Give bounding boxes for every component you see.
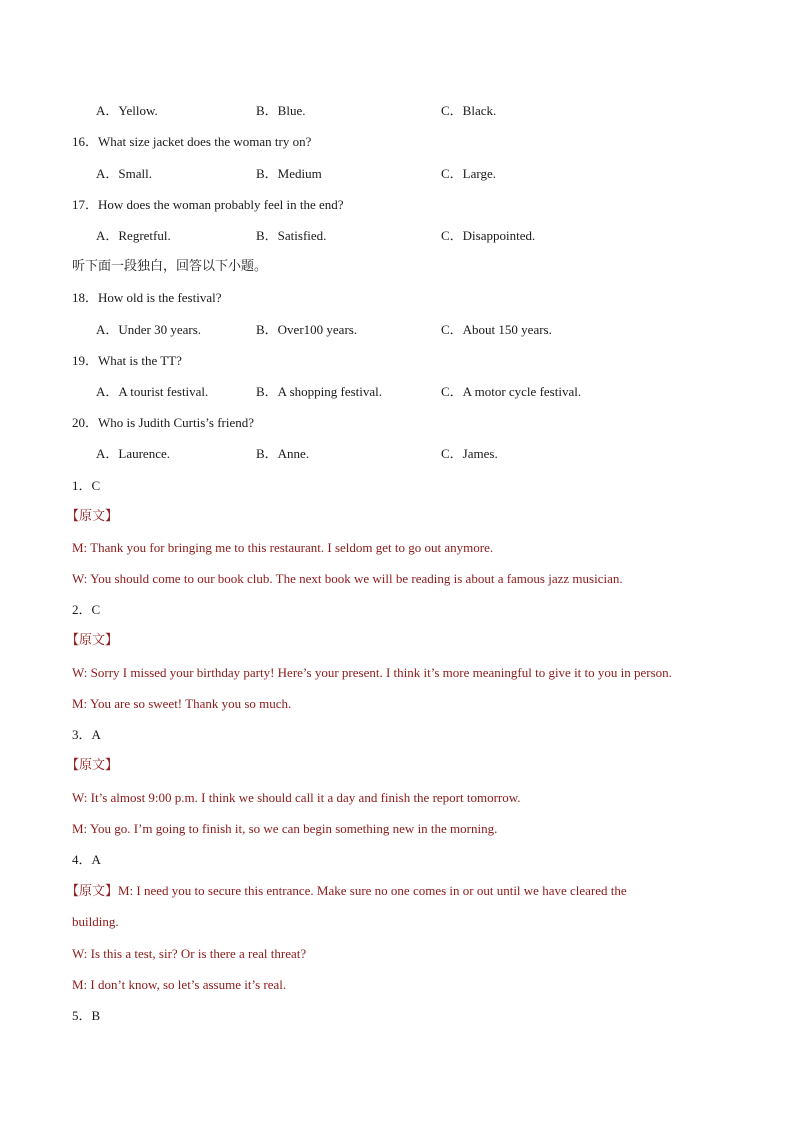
question-text: What is the TT? <box>98 353 182 368</box>
option-c: C．About 150 years. <box>441 322 552 337</box>
answer-4-label: 4．A <box>72 852 101 867</box>
question-number: 17． <box>72 197 99 212</box>
transcript-inline: M: I need you to secure this entrance. Make sure no one comes in or out until we have cleared the <box>118 883 627 898</box>
question-17 <box>72 197 344 213</box>
answer-3-label: 3．A <box>72 727 101 742</box>
question-number: 16． <box>72 134 99 149</box>
question-text: Who is Judith Curtis’s friend? <box>98 415 255 430</box>
answer-2-label: 2．C <box>72 602 101 617</box>
option-b: B．Over100 years. <box>256 322 358 337</box>
transcript-line: W: It’s almost 9:00 p.m. I think we should call it a day and finish the report tomorrow. <box>72 790 521 805</box>
option-b: B．Medium <box>256 166 322 181</box>
question-18 <box>72 290 222 306</box>
transcript-tag: 【原文】 <box>66 633 119 648</box>
option-a: A．Regretful. <box>96 228 171 243</box>
question-text: What size jacket does the woman try on? <box>98 134 312 149</box>
transcript-line: M: You are so sweet! Thank you so much. <box>72 696 292 711</box>
option-b: B．Satisfied. <box>256 228 327 243</box>
question-text: How old is the festival? <box>98 290 222 305</box>
question-number: 19． <box>72 353 99 368</box>
question-20 <box>72 415 254 431</box>
option-c: C．James. <box>441 446 498 461</box>
question-number: 20． <box>72 415 99 430</box>
option-b: B．A shopping festival. <box>256 384 383 399</box>
option-c: C．Large. <box>441 166 496 181</box>
question-17-options <box>0 228 794 244</box>
transcript-line: M: You go. I’m going to finish it, so we can begin something new in the morning. <box>72 821 498 836</box>
transcript-tag: 【原文】 <box>66 884 119 899</box>
option-c: C．Black. <box>441 103 497 118</box>
question-number: 18． <box>72 290 99 305</box>
option-a: A．A tourist festival. <box>96 384 209 399</box>
question-16 <box>72 134 311 150</box>
transcript-line: W: Is this a test, sir? Or is there a real threat? <box>72 946 307 961</box>
section-heading: 听下面一段独白，回答以下小题。 <box>72 259 268 274</box>
option-b: B．Anne. <box>256 446 310 461</box>
option-a: A．Under 30 years. <box>96 322 202 337</box>
option-a: A．Laurence. <box>96 446 170 461</box>
transcript-line: M: Thank you for bringing me to this restaurant. I seldom get to go out anymore. <box>72 540 494 555</box>
option-c: C．Disappointed. <box>441 228 536 243</box>
question-16-options <box>0 166 794 182</box>
option-a: A．Yellow. <box>96 103 158 118</box>
question-text: How does the woman probably feel in the end? <box>98 197 344 212</box>
transcript-tag: 【原文】 <box>66 509 119 524</box>
option-c: C．A motor cycle festival. <box>441 384 582 399</box>
option-a: A．Small. <box>96 166 152 181</box>
question-19 <box>72 353 182 369</box>
transcript-line: W: Sorry I missed your birthday party! Here’s your present. I think it’s more meaningful to give it to you in person. <box>72 665 672 680</box>
transcript-line: building. <box>72 914 119 929</box>
answer-1-label: 1．C <box>72 478 101 493</box>
option-b: B．Blue. <box>256 103 306 118</box>
question-15-options <box>0 103 794 119</box>
transcript-tag: 【原文】 <box>66 758 119 773</box>
transcript-line <box>66 883 627 900</box>
question-20-options <box>0 446 794 462</box>
question-18-options <box>0 322 794 338</box>
question-19-options <box>0 384 794 400</box>
transcript-line: M: I don’t know, so let’s assume it’s real. <box>72 977 287 992</box>
answer-5-label: 5．B <box>72 1008 101 1023</box>
transcript-line: W: You should come to our book club. The next book we will be reading is about a famous jazz musician. <box>72 571 623 586</box>
